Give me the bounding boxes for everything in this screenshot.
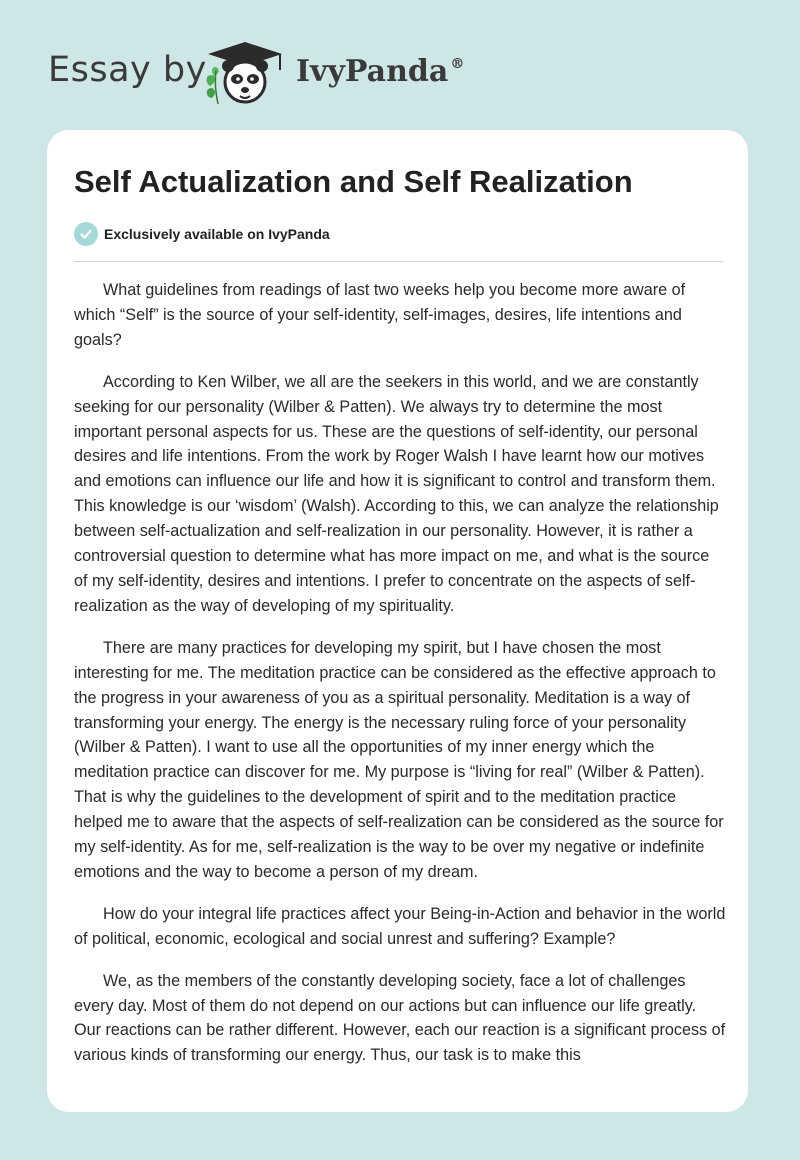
- essay-body: [74, 278, 726, 1085]
- paragraph: There are many practices for developing my spirit, but I have chosen the most interesting for me. The meditation practice can be considered as the effective approach to the progress in your awareness of you as a spiritual personality. Meditation is a way of transforming your energy. The energy is the necessary ruling force of your personality (Wilber & Patten). I want to use all the opportunities of my inner energy which the meditation practice can discover for me. My purpose is “living for real” (Wilber & Patten). That is why the guidelines to the development of spirit and to the meditation practice helped me to aware that the aspects of self-realization can be considered as the source for my self-identity. As for me, self-realization is the way to be over my negative or indefinite emotions and the way to become a person of my dream.: [74, 638, 724, 881]
- exclusive-label: Exclusively available on IvyPanda: [104, 226, 330, 242]
- exclusive-badge: [74, 222, 330, 246]
- page-title: Self Actualization and Self Realization: [74, 164, 633, 199]
- essay-by-label: Essay by: [48, 50, 207, 90]
- brand-name[interactable]: [296, 54, 464, 89]
- paragraph: We, as the members of the constantly developing society, face a lot of challenges every day. Most of them do not depend on our actions but can influence our life greatly. Our reactions can be rather different. However, each our reaction is a significant process of various kinds of transforming our energy. Thus, our task is to make this: [74, 971, 726, 1065]
- paragraph: How do your integral life practices affect your Being-in-Action and behavior in the world of political, economic, ecological and social unrest and suffering? Example?: [74, 904, 726, 948]
- brand-text: IvyPanda: [296, 54, 449, 89]
- registered-mark: ®: [450, 56, 465, 72]
- paragraph: According to Ken Wilber, we all are the seekers in this world, and we are constantly seeking for our personality (Wilber & Patten). We always try to determine the most important personal aspects for us. These are the questions of self-identity, our personal desires and life intentions. From the work by Roger Walsh I have learnt how our motives and emotions can influence our life and how it is significant to control and transform them. This knowledge is our ‘wisdom’ (Walsh). According to this, we can analyze the relationship between self-actualization and self-realization in our personality. However, it is rather a controversial question to determine what has more impact on me, and what is the source of my self-identity, desires and intentions. I prefer to concentrate on the aspects of self-realization as the way of developing of my spirituality.: [74, 372, 719, 615]
- panda-logo-icon[interactable]: [200, 36, 290, 108]
- divider: [74, 261, 723, 262]
- check-icon: [74, 222, 98, 246]
- paragraph: What guidelines from readings of last two weeks help you become more aware of which “Self” is the source of your self-identity, self-images, desires, life intentions and goals?: [74, 281, 686, 349]
- essay-card: [47, 130, 748, 1112]
- site-header: [0, 0, 800, 130]
